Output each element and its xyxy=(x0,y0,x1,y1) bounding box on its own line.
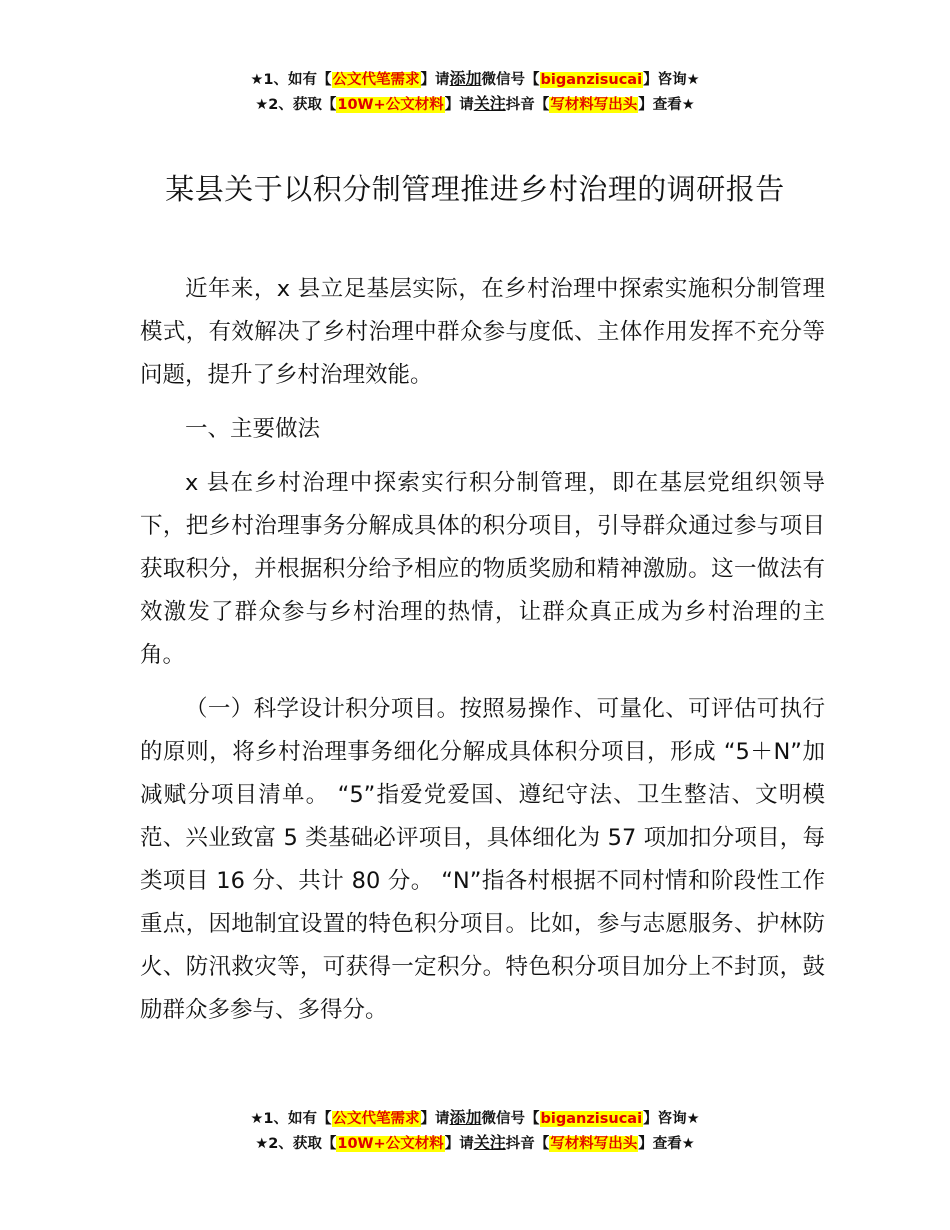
banner-text: 抖音【 xyxy=(505,1136,550,1152)
banner-text: 】咨询★ xyxy=(643,72,700,88)
header-banner xyxy=(0,67,950,117)
document-title: 某县关于以积分制管理推进乡村治理的调研报告 xyxy=(165,172,785,206)
intro-paragraph: 近年来，x 县立足基层实际，在乡村治理中探索实施积分制管理模式，有效解决了乡村治理中群众参与度低、主体作用发挥不充分等问题，提升了乡村治理效能。 xyxy=(140,276,825,388)
banner-text: 】请 xyxy=(420,1111,450,1127)
banner-highlight: 10W+公文材料 xyxy=(337,97,444,113)
banner-text: ★2、获取【 xyxy=(255,97,337,113)
body-paragraph: x 县在乡村治理中探索实行积分制管理，即在基层党组织领导下，把乡村治理事务分解成具体的积分项目，引导群众通过参与项目获取积分，并根据积分给予相应的物质奖励和精神激励。这一做法有效激发了群众参与乡村治理的热情，让群众真正成为乡村治理的主角。 xyxy=(140,470,825,668)
banner-emphasis: 添加 xyxy=(449,1108,482,1127)
banner-text: 】查看★ xyxy=(638,1136,695,1152)
banner-highlight: biganzisucai xyxy=(540,72,643,88)
banner-emphasis: 添加 xyxy=(449,69,482,88)
banner-text: 】请 xyxy=(420,72,450,88)
banner-line-2 xyxy=(0,92,950,117)
footer-banner xyxy=(0,1106,950,1156)
banner-highlight: 10W+公文材料 xyxy=(337,1136,444,1152)
document-body xyxy=(140,268,825,1043)
banner-highlight: biganzisucai xyxy=(540,1111,643,1127)
banner-text: 】请 xyxy=(444,1136,474,1152)
banner-text: 】查看★ xyxy=(638,97,695,113)
banner-highlight: 公文代笔需求 xyxy=(332,72,420,88)
banner-text: 】请 xyxy=(444,97,474,113)
banner-emphasis: 关注 xyxy=(473,94,506,113)
banner-emphasis: 关注 xyxy=(473,1133,506,1152)
banner-line-1 xyxy=(0,67,950,92)
banner-text: ★2、获取【 xyxy=(255,1136,337,1152)
banner-highlight: 写材料写出头 xyxy=(550,97,638,113)
banner-text: 抖音【 xyxy=(505,97,550,113)
banner-text: ★1、如有【 xyxy=(250,72,332,88)
banner-text: 微信号【 xyxy=(481,72,540,88)
banner-highlight: 写材料写出头 xyxy=(550,1136,638,1152)
banner-text: 微信号【 xyxy=(481,1111,540,1127)
body-paragraph: （一）科学设计积分项目。按照易操作、可量化、可评估可执行的原则，将乡村治理事务细化分解成具体积分项目，形成 “5＋N”加减赋分项目清单。 “5”指爱党爱国、遵纪守法、卫生整洁、文明模范、兴业致富 5 类基础必评项目，具体细化为 57 项加扣分项目，每类项目 16 分、共计 80 分。 “N”指各村根据不同村情和阶段性工作重点，因地制宜设置的特色积分项目。比如，参与志愿服务、护林防火、防汛救灾等，可获得一定积分。特色积分项目加分上不封顶，鼓励群众多参与、多得分。 xyxy=(140,696,825,1023)
banner-text: ★1、如有【 xyxy=(250,1111,332,1127)
banner-line-1 xyxy=(0,1106,950,1131)
banner-line-2 xyxy=(0,1131,950,1156)
banner-highlight: 公文代笔需求 xyxy=(332,1111,420,1127)
banner-text: 】咨询★ xyxy=(643,1111,700,1127)
section-heading: 一、主要做法 xyxy=(185,416,321,442)
